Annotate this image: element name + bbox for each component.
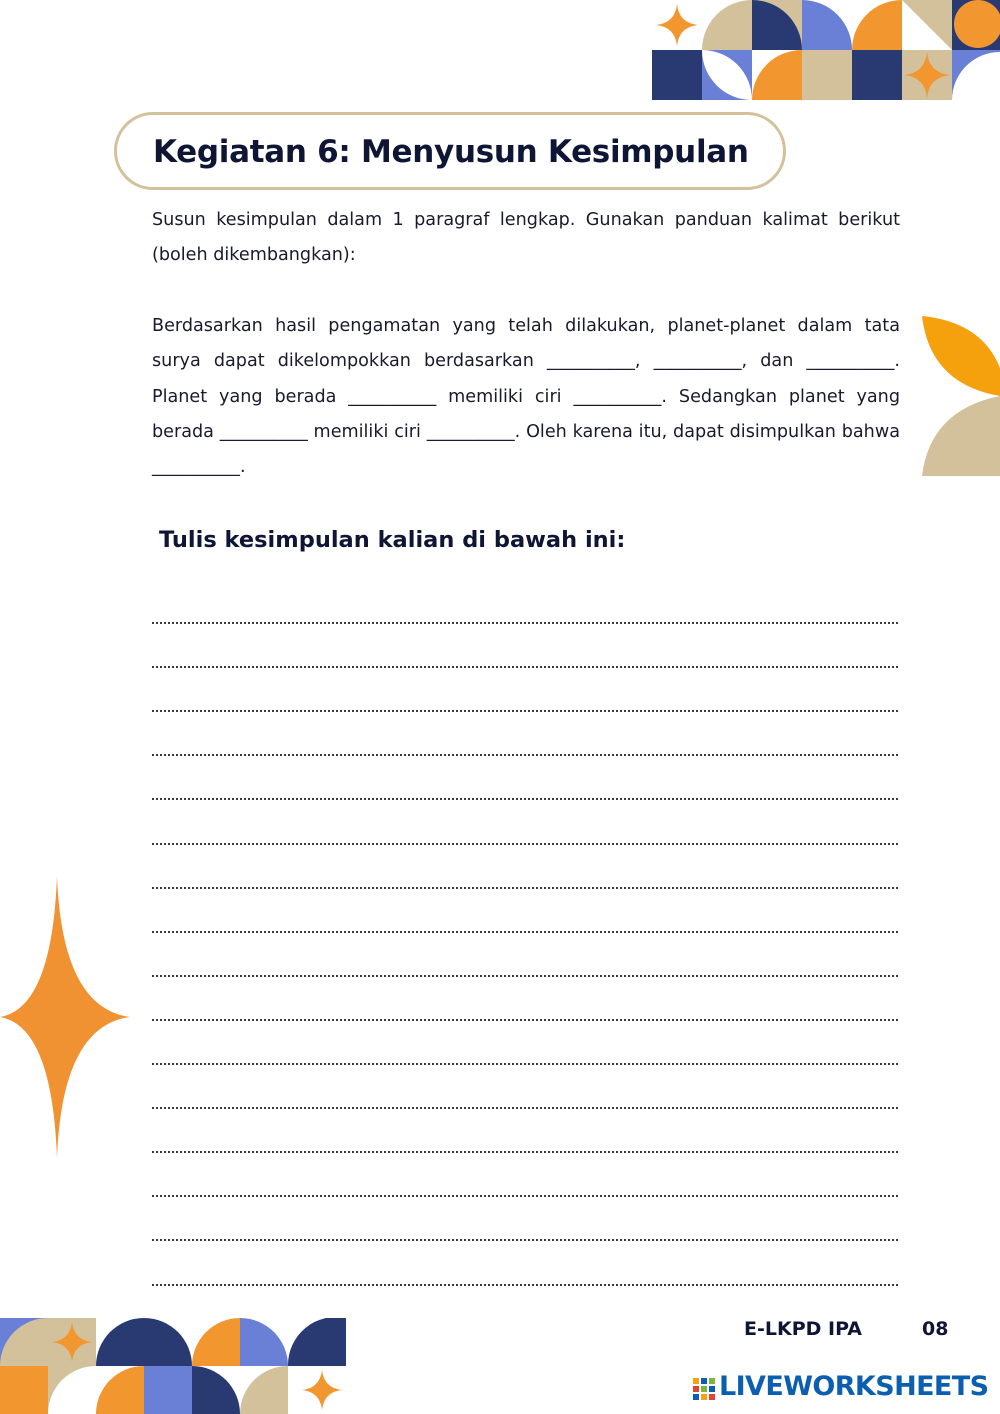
answer-line[interactable] [152,889,898,933]
intro-instructions: Susun kesimpulan dalam 1 paragraf lengkap. Gunakan panduan kalimat berikut (boleh dikembangkan): [152,210,900,266]
answer-line[interactable] [152,1153,898,1197]
answer-line[interactable] [152,800,898,844]
page-title: Kegiatan 6: Menyusun Kesimpulan [153,134,749,170]
geometric-pattern-top-right [652,0,1000,100]
answer-heading: Tulis kesimpulan kalian di bawah ini: [159,527,626,553]
answer-line[interactable] [152,1021,898,1065]
title-pill [114,112,786,190]
answer-line[interactable] [152,1197,898,1241]
geometric-pattern-bottom-left [0,1318,346,1414]
answer-line[interactable] [152,1065,898,1109]
four-point-star-left [0,876,132,1158]
answer-line[interactable] [152,580,898,624]
page-number: 08 [922,1318,949,1340]
answer-line[interactable] [152,1241,898,1285]
liveworksheets-brand[interactable] [693,1371,993,1407]
answer-line[interactable] [152,845,898,889]
liveworksheets-brand-text: LIVEWORKSHEETS [719,1371,989,1402]
answer-line[interactable] [152,1109,898,1153]
document-label: E-LKPD IPA [744,1318,862,1340]
answer-line[interactable] [152,668,898,712]
guide-paragraph: Berdasarkan hasil pengamatan yang telah dilakukan, planet-planet dalam tata surya dapat dikelompokkan berdasarkan __________, __________, dan __________. Planet yang berada __________ memiliki ciri __________. Sedangkan planet yang berada __________ memiliki ciri __________. Oleh karena itu, dapat disimpulkan bahwa __________. [152,316,900,478]
leaf-shapes-right [922,314,1000,478]
answer-line[interactable] [152,712,898,756]
answer-line[interactable] [152,977,898,1021]
answer-line[interactable] [152,624,898,668]
liveworksheets-logo-icon [693,1378,715,1400]
answer-line[interactable] [152,933,898,977]
answer-line[interactable] [152,756,898,800]
answer-lines [152,580,898,1286]
